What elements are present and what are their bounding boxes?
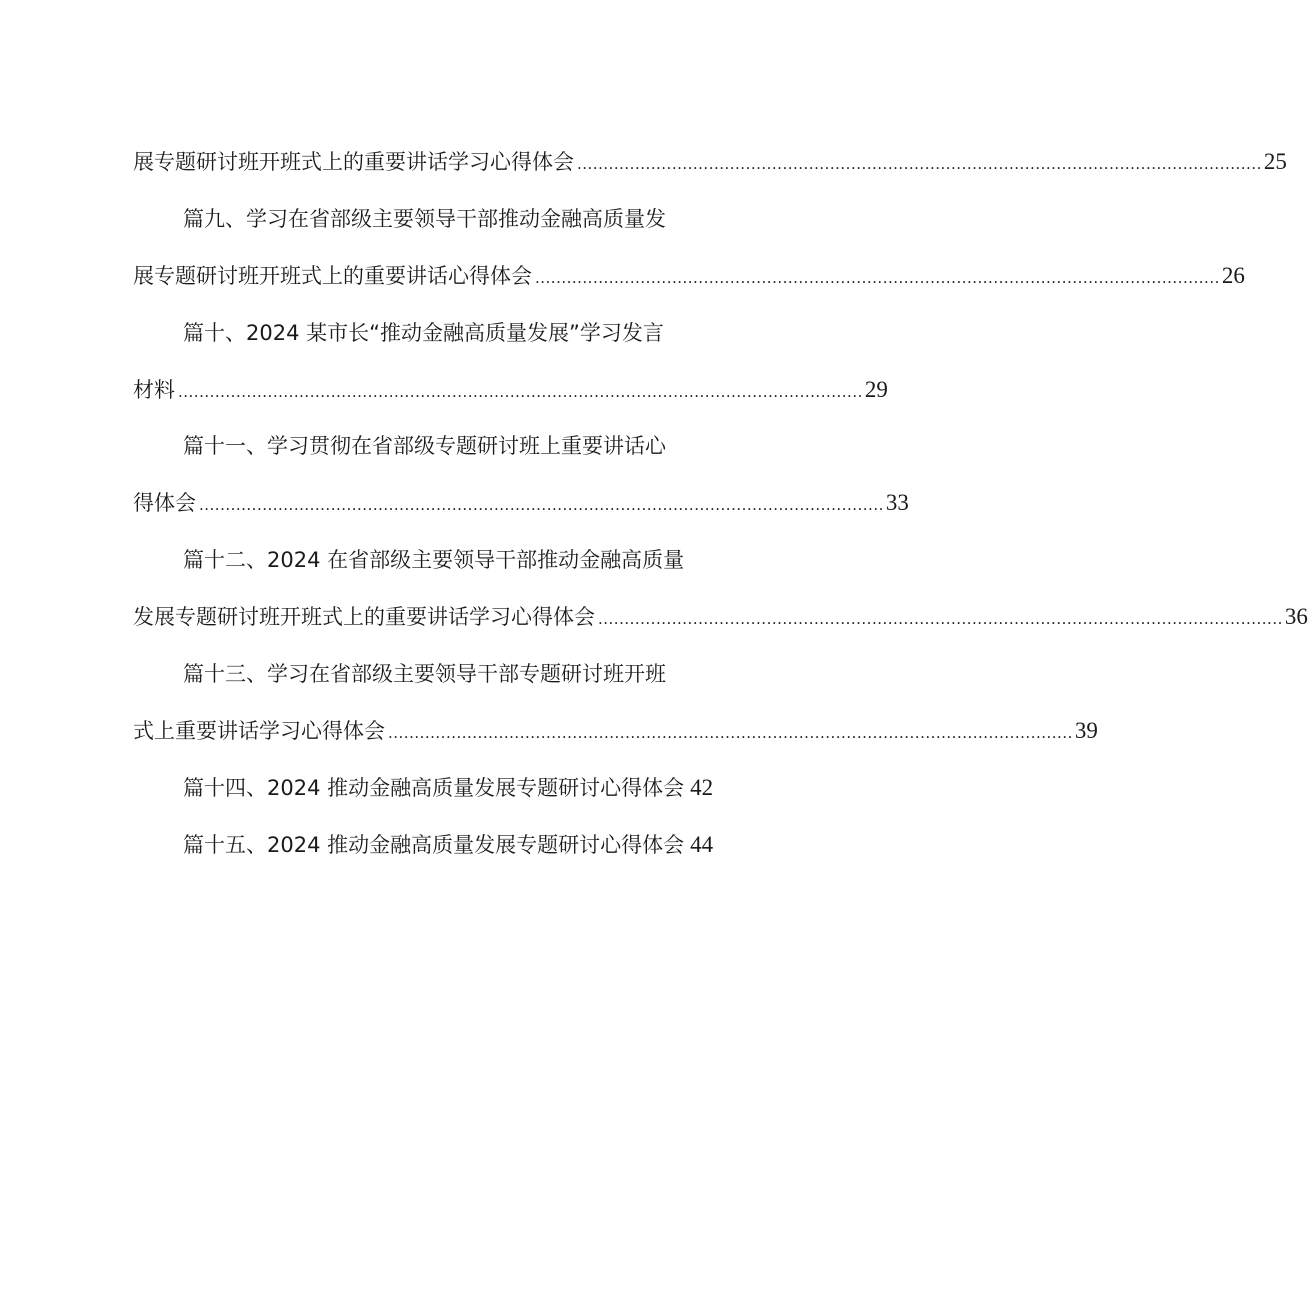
toc-entry-text: 展专题研讨班开班式上的重要讲话学习心得体会 (133, 150, 574, 174)
toc-page-number: 29 (864, 376, 888, 402)
toc-page-number: 39 (1074, 717, 1098, 743)
toc-leader-dots: .................................................................................................................................. (178, 382, 863, 401)
toc-entry-text: 式上重要讲话学习心得体会 (133, 718, 385, 743)
toc-entry-text: 材料 (133, 377, 175, 402)
toc-line[interactable] (133, 646, 773, 703)
toc-entry-text: 得体会 (133, 491, 196, 516)
toc-leader-dots: .................................................................................................................................. (598, 610, 1283, 629)
toc-page-number: 26 (1221, 262, 1245, 288)
toc-line[interactable] (133, 475, 909, 532)
toc-line[interactable] (133, 589, 1308, 646)
toc-entry-title: 篇十二、2024 在省部级主要领导干部推动金融高质量 (183, 548, 685, 573)
toc-page-number: 36 (1284, 604, 1308, 630)
toc-line[interactable] (133, 418, 773, 475)
toc-line[interactable] (133, 703, 1098, 760)
toc-entry-text: 展专题研讨班开班式上的重要讲话心得体会 (133, 263, 532, 288)
toc-line[interactable] (133, 362, 888, 419)
toc-line[interactable] (133, 134, 1287, 191)
toc-entry-title: 篇十、2024 某市长“推动金融高质量发展”学习发言 (183, 320, 664, 345)
toc-page-number: 44 (690, 831, 714, 857)
toc-page-number: 33 (885, 490, 909, 516)
toc-leader-dots: .................................................................................................................................. (388, 723, 1073, 742)
toc-leader-dots: .................................................................................................................................. (577, 155, 1262, 173)
toc-entry-title: 篇九、学习在省部级主要领导干部推动金融高质量发 (183, 206, 666, 231)
toc-line[interactable] (133, 305, 773, 362)
toc-leader-dots: .................................................................................................................................. (535, 268, 1220, 287)
toc-entry-title: 篇十四、2024 推动金融高质量发展专题研讨心得体会 (183, 775, 685, 800)
toc-line[interactable] (133, 817, 773, 874)
toc-entry-text: 发展专题研讨班开班式上的重要讲话学习心得体会 (133, 605, 595, 630)
toc-page-number: 25 (1263, 149, 1287, 174)
toc-entry-title: 篇十五、2024 推动金融高质量发展专题研讨心得体会 (183, 832, 685, 857)
toc-line[interactable] (133, 532, 773, 589)
toc-line[interactable] (133, 248, 1245, 305)
toc-entry-title: 篇十一、学习贯彻在省部级专题研讨班上重要讲话心 (183, 434, 666, 459)
table-of-contents (133, 134, 1308, 874)
toc-line[interactable] (133, 760, 773, 817)
toc-entry-title: 篇十三、学习在省部级主要领导干部专题研讨班开班 (183, 662, 666, 687)
toc-line[interactable] (133, 191, 773, 248)
toc-page-number: 42 (690, 774, 714, 800)
toc-leader-dots: .................................................................................................................................. (199, 496, 884, 515)
